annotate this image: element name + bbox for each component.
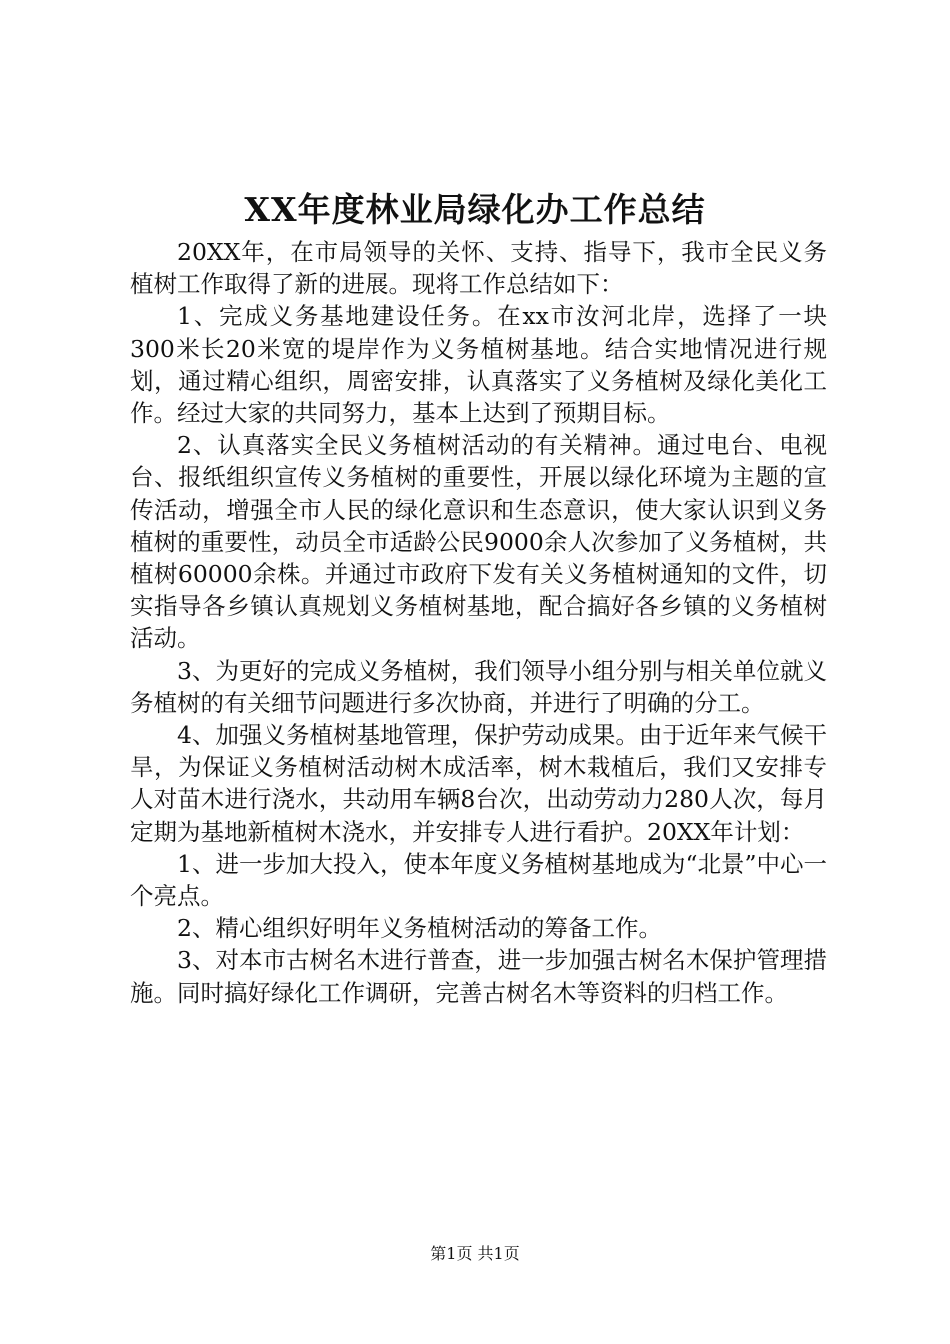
document-title: XX年度林业局绿化办工作总结 [244,190,706,229]
paragraph-item-1: 1、完成义务基地建设任务。在xx市汝河北岸，选择了一块300米长20米宽的堤岸作为义务植树基地。结合实地情况进行规划，通过精心组织，周密安排，认真落实了义务植树及绿化美化工作。经过大家的共同努力，基本上达到了预期目标。 [130,302,827,428]
page-number-footer: 第1页 共1页 [430,1244,520,1263]
paragraph-intro: 20XX年，在市局领导的关怀、支持、指导下，我市全民义务植树工作取得了新的进展。现将工作总结如下： [130,238,827,299]
paragraph-plan-2: 2、精心组织好明年义务植树活动的筹备工作。 [177,914,662,943]
paragraph-item-3: 3、为更好的完成义务植树，我们领导小组分别与相关单位就义务植树的有关细节问题进行多次协商，并进行了明确的分工。 [130,656,827,717]
document-body [130,236,827,1009]
paragraph-item-2: 2、认真落实全民义务植树活动的有关精神。通过电台、电视台、报纸组织宣传义务植树的重要性，开展以绿化环境为主题的宣传活动，增强全市人民的绿化意识和生态意识，使大家认识到义务植树的重要性，动员全市适龄公民9000余人次参加了义务植树，共植树60000余株。并通过市政府下发有关义务植树通知的文件，切实指导各乡镇认真规划义务植树基地，配合搞好各乡镇的义务植树活动。 [130,431,827,653]
paragraph-plan-1: 1、进一步加大投入，使本年度义务植树基地成为“北景”中心一个亮点。 [130,849,827,911]
paragraph-item-4: 4、加强义务植树基地管理，保护劳动成果。由于近年来气候干旱，为保证义务植树活动树木成活率，树木栽植后，我们又安排专人对苗木进行浇水，共动用车辆8台次，出动劳动力280人次，每月定期为基地新植树木浇水，并安排专人进行看护。20XX年计划： [130,721,827,846]
paragraph-plan-3: 3、对本市古树名木进行普查，进一步加强古树名木保护管理措施。同时搞好绿化工作调研，完善古树名木等资料的归档工作。 [130,946,827,1007]
